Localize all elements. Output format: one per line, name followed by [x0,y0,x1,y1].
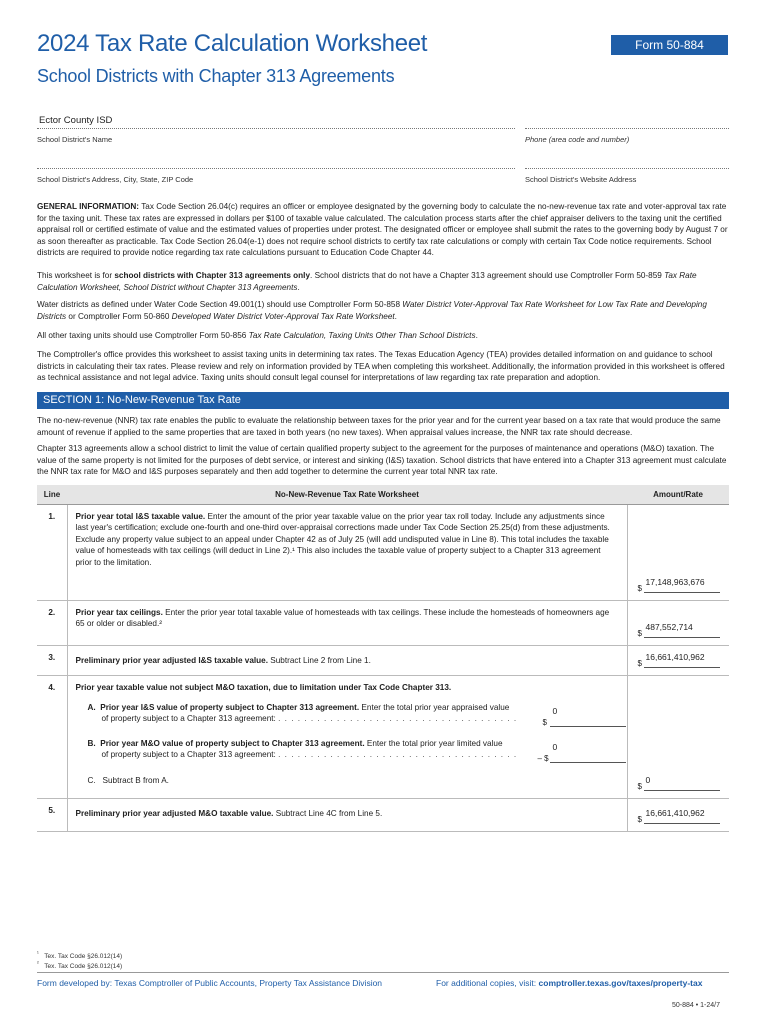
sub-line-c [88,775,169,786]
water-text-italic-2: Developed Water District Voter-Approval Tax Rate Worksheet [171,311,395,321]
amount-underline [644,637,720,638]
page-number: 50-884 • 1-24/7 [672,1002,720,1009]
form-subtitle: School Districts with Chapter 313 Agreements [37,66,395,86]
sub-b-amount-value[interactable]: 0 [552,742,558,752]
address-label: School District's Address, City, State, ZIP Code [37,175,194,184]
sub-b-title: Prior year M&O value of property subject to Chapter 313 agreement. [100,739,365,748]
dollar-sign: $ [637,628,642,638]
footnote-2-text: Tex. Tax Code §26.012(14) [44,963,123,971]
table-row [37,505,729,601]
dollar-sign: $ [637,781,642,791]
footnote-1 [37,951,122,960]
phone-underline [525,128,729,129]
district-name-underline [37,128,515,129]
section-1-intro: The no-new-revenue (NNR) tax rate enables the public to evaluate the relationship between taxes for the prior year and for the current year based on a tax rate that would produce the same amount of revenue if applied to the same properties that are taxed in both years (no new taxes). When appraisal values increase, the NNR tax rate should decrease. [37,416,721,437]
line-text: Subtract Line 4C from Line 5. [273,809,383,818]
comptroller-paragraph: The Comptroller's office provides this worksheet to assist taxing units in determining tax rates. The Texas Education Agency (TEA) provides detailed information on and guidance to school districts in calculating their tax rates. Please review and rely on information provided by TEA when completing this worksheet. Additionally, the information provided in this worksheet is offered as technical assistance and not legal advice. Taxing units should consult legal counsel for interpretations of law regarding tax rate preparation and adoption. [37,350,725,383]
col-line-header: Line [37,485,67,505]
footnote-2 [37,961,122,970]
other-text-a: All other taxing units should use Comptroller Form 50-856 [37,331,249,340]
amount-underline [550,726,626,727]
other-text-italic: Tax Rate Calculation, Taxing Units Other Than School Districts [248,331,476,340]
line-text: Subtract Line 2 from Line 1. [268,656,371,665]
sub-a-text1: Enter the total prior year appraised value [359,703,510,712]
minus-dollar-sign: – $ [537,754,549,763]
sub-b-label: B. [87,739,96,748]
general-info-paragraph [37,201,729,259]
sub-b-amount [538,742,626,766]
scope-text-italic: Tax Rate Calculation Worksheet, School District without Chapter 313 Agreements [37,271,697,292]
col-desc-header: No-New-Revenue Tax Rate Worksheet [67,485,627,505]
line-number: 5. [37,799,67,832]
sub-a-text2: of property subject to a Chapter 313 agreement: [101,714,276,724]
footnote-1-text: Tex. Tax Code §26.012(14) [44,953,123,961]
amount-cell [627,676,729,799]
scope-text-c: . School districts that do not have a Chapter 313 agreement should use Comptroller Form 50-859 [310,271,665,280]
scope-paragraph [37,270,729,293]
line-text: Enter the prior year total taxable value of homesteads with tax ceilings. These include the homesteads of homeowners age 65 or older or disabled.² [75,608,610,629]
line-number: 2. [37,601,67,646]
line-title: Prior year tax ceilings. [75,608,163,617]
amount-value[interactable]: 0 [645,774,651,785]
footer-copies-prefix: For additional copies, visit: [436,978,539,988]
amount-underline [550,762,626,763]
line-description [67,646,627,676]
district-name-value[interactable]: Ector County ISD [39,115,113,126]
footnote-1-mark: ¹ [37,951,39,957]
line-text: Enter the amount of the prior year taxable value on the prior year tax roll today. Include any adjustments since last year's certification; exclude one-fourth and one-third over-appraisal corrections made under Tax Code Section 25.25(d) from these adjustments. Exclude any property value subject to an appeal under Chapter 42 as of July 25 (will add undisputed value in Line 8). This total includes the taxable value of homesteads with tax ceilings (will deduct in Line 2).¹ This also includes the taxable value of property subject to a Chapter 313 agreement prior to the limitation. [75,512,610,567]
scope-text-bold: school districts with Chapter 313 agreements only [114,271,311,280]
dollar-sign: $ [637,583,642,593]
sub-line-b [88,738,558,761]
sub-a-label: A. [87,703,96,712]
table-row [37,676,729,799]
form-number-badge: Form 50-884 [611,35,728,55]
footer-copies-link[interactable]: comptroller.texas.gov/taxes/property-tax [538,978,703,988]
footer-credit: Form developed by: Texas Comptroller of Public Accounts, Property Tax Assistance Division [37,978,383,988]
line-number: 1. [37,505,67,601]
dollar-sign: $ [542,718,547,727]
line-description [67,676,627,799]
line-number: 4. [37,676,67,799]
sub-a-title: Prior year I&S value of property subject to Chapter 313 agreement. [100,703,360,712]
line-title: Prior year total I&S taxable value. [75,512,206,521]
section-1-header [37,392,729,409]
water-text-a: Water districts as defined under Water Code Section 49.001(1) should use Comptroller Form 50-858 [37,300,403,309]
line-title: Prior year taxable value not subject M&O taxation, due to limitation under Tax Code Chapter 313. [75,683,452,692]
district-name-label: School District's Name [37,135,113,144]
general-info-text: Tax Code Section 26.04(c) requires an officer or employee designated by the governing body to calculate the no-new-revenue tax rate and voter-approval tax rate for the taxing unit. These tax rates are expressed in dollars per $100 of taxable value calculated. The calculation process starts after the chief appraiser delivers to the taxing unit the certified appraisal roll or certified estimate of value and the estimated values of properties under protest. The designated officer or employee shall submit the rates to the governing body by August 7 or as soon thereafter as practicable. Tax Code Section 26.04(e-1) does not require school districts to certify tax rate calculations or comply with certain Tax Code notice requirements. School districts are required to provide notice regarding tax rate calculations pursuant to Education Code Chapter 44. [37,202,728,258]
form-title: 2024 Tax Rate Calculation Worksheet [37,30,428,57]
phone-label: Phone (area code and number) [525,135,630,144]
water-text-italic-1: Water District Voter-Approval Tax Rate Worksheet for Low Tax Rate and Developing Districts [37,300,707,321]
section-1-chapter313: Chapter 313 agreements allow a school district to limit the value of certain qualified property subject to the agreement for the purposes of maintenance and operations (M&O) taxation. The value of the same property is not limited for the purposes of debt service, or interest and sinking (I&S) taxation. School districts that have entered into a Chapter 313 agreement must calculate the NNR tax rate for M&O and I&S purposes separately and then add together to determine the current year total NNR tax rate. [37,444,727,477]
line-number: 3. [37,646,67,676]
amount-underline [644,592,720,593]
sub-line-a [88,702,558,725]
footer-copies [436,978,702,988]
amount-value[interactable]: 17,148,963,676 [645,576,705,587]
amount-cell [627,799,729,832]
table-row [37,799,729,832]
table-header-row [37,485,729,505]
section-1-title: SECTION 1: No-New-Revenue Tax Rate [43,394,241,406]
sub-b-text2: of property subject to a Chapter 313 agreement: [101,750,276,760]
line-description [67,601,627,646]
scope-text-e: . [297,282,300,292]
other-units-paragraph [37,330,729,342]
amount-underline [644,667,720,668]
table-row [37,646,729,676]
amount-cell [627,505,729,601]
amount-cell [627,646,729,676]
sub-c-text: Subtract B from A. [102,776,169,785]
leader-dots: . . . . . . . . . . . . . . . . . . . . . . . . . . . . . . . . . . . . . [278,714,518,724]
water-text-c: or Comptroller Form 50-860 [66,311,172,321]
line-description [67,799,627,832]
general-info-heading: GENERAL INFORMATION: [37,202,140,211]
leader-dots: . . . . . . . . . . . . . . . . . . . . . . . . . . . . . . . . . . . . . [278,750,518,760]
scope-text-a: This worksheet is for [37,271,115,280]
amount-value[interactable]: 16,661,410,962 [645,807,705,818]
website-underline [525,168,729,169]
amount-value[interactable]: 487,552,714 [645,621,693,632]
table-row [37,601,729,646]
dollar-sign: $ [637,814,642,824]
line-description [67,505,627,601]
line-title: Preliminary prior year adjusted M&O taxable value. [75,809,274,818]
col-amount-header: Amount/Rate [627,485,729,505]
address-underline [37,168,515,169]
website-label: School District's Website Address [525,175,637,184]
amount-underline [644,790,720,791]
sub-c-label: C. [87,776,96,785]
other-text-c: . [475,331,478,340]
dollar-sign: $ [637,658,642,668]
footnote-2-mark: ² [37,961,39,967]
amount-underline [644,823,720,824]
water-text-e: . [394,311,397,321]
nnr-worksheet-table [37,485,729,832]
sub-a-amount-value[interactable]: 0 [552,706,558,716]
amount-cell [627,601,729,646]
amount-value[interactable]: 16,661,410,962 [645,651,705,662]
sub-a-amount [543,706,626,730]
water-districts-paragraph [37,299,729,322]
footer-divider [37,972,729,973]
sub-b-text1: Enter the total prior year limited value [364,739,503,748]
line-title: Preliminary prior year adjusted I&S taxable value. [75,656,268,665]
